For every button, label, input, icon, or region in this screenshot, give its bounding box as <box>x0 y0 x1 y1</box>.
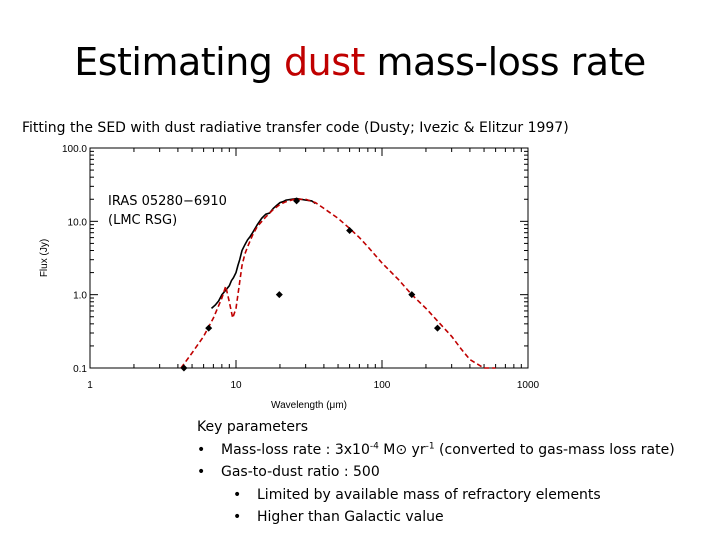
key-parameters <box>197 416 712 529</box>
y-tick-label: 1.0 <box>73 290 87 302</box>
mass-loss-suffix: (converted to gas-mass loss rate) <box>434 441 675 458</box>
bullet-icon: • <box>197 464 206 480</box>
plot-frame <box>90 148 528 368</box>
model-sed-line <box>181 199 496 368</box>
photometry-point <box>434 325 441 332</box>
bullet-icon: • <box>197 441 206 458</box>
bullet-icon: • <box>233 486 242 503</box>
x-tick-label: 1 <box>87 380 93 391</box>
photometry-point <box>180 365 187 372</box>
mass-loss-prefix: Mass-loss rate : 3x10 <box>221 441 370 458</box>
y-tick-label: 10.0 <box>67 217 87 229</box>
key-parameters-heading: Key parameters <box>197 419 309 435</box>
photometry-point <box>346 227 353 234</box>
y-tick-label: 0.1 <box>73 364 87 375</box>
photometry-point <box>205 325 212 332</box>
y-axis-title: Flux (Jy) <box>39 238 50 278</box>
x-tick-label: 100 <box>373 380 391 391</box>
target-annotation: IRAS 05280−6910 <box>108 194 227 209</box>
target-annotation: (LMC RSG) <box>108 213 178 228</box>
refractory-limit-item <box>197 484 712 507</box>
gas-to-dust-text: Gas-to-dust ratio : 500 <box>221 464 380 480</box>
x-axis-title: Wavelength (μm) <box>271 400 347 411</box>
galactic-comparison-item <box>197 506 712 529</box>
title-accent-word: dust <box>284 40 365 84</box>
x-tick-label: 10 <box>230 380 242 391</box>
gas-to-dust-item <box>197 461 712 484</box>
mass-loss-unit: M⊙ yr <box>378 441 426 458</box>
title-part-2: mass-loss rate <box>364 40 646 84</box>
mass-loss-unit-exponent: -1 <box>425 440 435 451</box>
y-tick-label: 100.0 <box>61 144 87 155</box>
galactic-comparison-text: Higher than Galactic value <box>257 509 444 525</box>
photometry-point <box>276 291 283 298</box>
refractory-limit-text: Limited by available mass of refractory elements <box>257 486 601 503</box>
mass-loss-rate-item <box>197 439 712 462</box>
slide-subtitle: Fitting the SED with dust radiative transfer code (Dusty; Ivezic & Elitzur 1997) <box>22 120 569 136</box>
title-part-1: Estimating <box>74 40 285 84</box>
bullet-icon: • <box>233 509 242 525</box>
mass-loss-exponent: -4 <box>369 440 379 451</box>
x-tick-label: 1000 <box>516 380 540 391</box>
